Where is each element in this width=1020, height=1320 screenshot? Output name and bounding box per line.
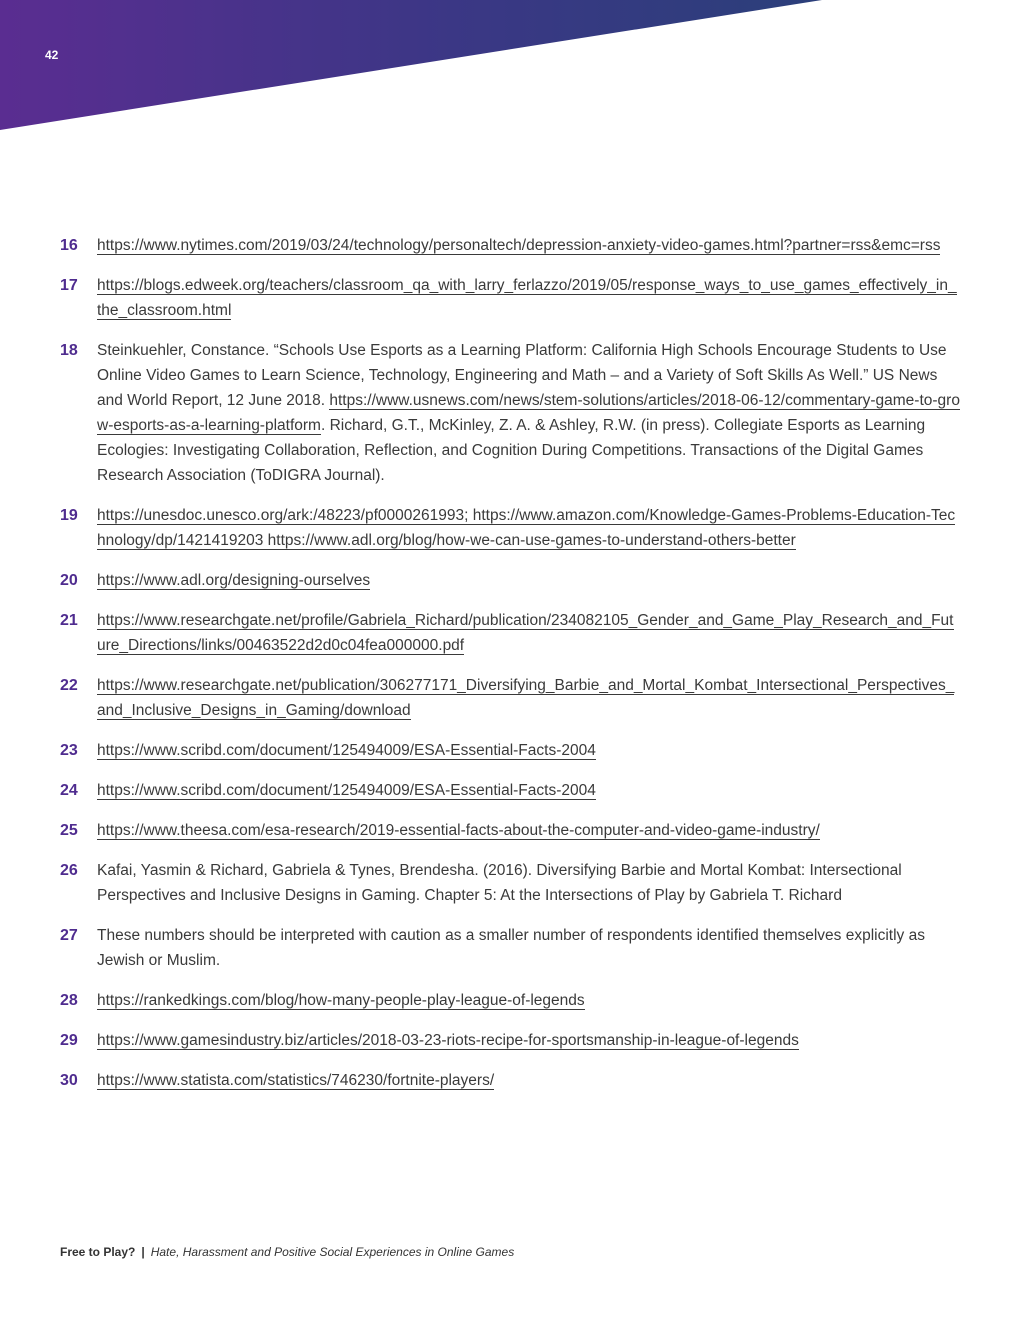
endnote-item <box>60 988 960 1013</box>
endnote-number: 18 <box>60 342 78 359</box>
endnote-number: 27 <box>60 927 78 944</box>
endnote-citation-text: These numbers should be interpreted with caution as a smaller number of respondents identified themselves explicitly as Jewish or Muslim. <box>97 927 925 969</box>
endnote-text <box>97 608 960 658</box>
endnote-text <box>97 858 960 908</box>
endnotes-list <box>60 233 960 1108</box>
footer-title: Free to Play? <box>60 1245 136 1259</box>
endnote-text <box>97 738 960 763</box>
endnote-number: 24 <box>60 782 78 799</box>
endnote-link[interactable]: https://www.scribd.com/document/125494009/ESA-Essential-Facts-2004 <box>97 742 596 759</box>
endnote-text <box>97 503 960 553</box>
endnote-link[interactable]: https://www.researchgate.net/publication/306277171_Diversifying_Barbie_and_Mortal_Kombat_Intersectional_Perspectives_and_Inclusive_Designs_in_Gaming/download <box>97 677 955 719</box>
endnote-item <box>60 1068 960 1093</box>
endnote-text <box>97 273 960 323</box>
endnote-text <box>97 673 960 723</box>
endnote-link[interactable]: https://www.researchgate.net/profile/Gabriela_Richard/publication/234082105_Gender_and_Game_Play_Research_and_Future_Directions/links/00463522d2d0c04fea000000.pdf <box>97 612 954 654</box>
endnote-item <box>60 338 960 488</box>
endnote-number: 30 <box>60 1072 78 1089</box>
endnote-number: 29 <box>60 1032 78 1049</box>
endnote-text <box>97 778 960 803</box>
endnote-item <box>60 858 960 908</box>
endnote-text <box>97 1068 960 1093</box>
endnote-link[interactable]: https://www.scribd.com/document/125494009/ESA-Essential-Facts-2004 <box>97 782 596 799</box>
endnote-number: 26 <box>60 862 78 879</box>
endnote-item <box>60 608 960 658</box>
endnote-number: 19 <box>60 507 78 524</box>
endnote-number: 23 <box>60 742 78 759</box>
endnote-item <box>60 923 960 973</box>
endnote-item <box>60 273 960 323</box>
endnote-link[interactable]: https://blogs.edweek.org/teachers/classroom_qa_with_larry_ferlazzo/2019/05/response_ways_to_use_games_effectively_in_the_classroom.html <box>97 277 957 319</box>
endnote-item <box>60 503 960 553</box>
endnote-number: 16 <box>60 237 78 254</box>
endnote-link[interactable]: https://rankedkings.com/blog/how-many-people-play-league-of-legends <box>97 992 585 1009</box>
endnote-text <box>97 923 960 973</box>
endnote-citation-text: Steinkuehler, Constance. “Schools Use Esports as a Learning Platform: California High Schools Encourage Students to Use Online Video Games to Learn Science, Technology, Engineering and Math – and a Variety of Soft Skills As Well.” US News and World Report, 12 June 2018. <box>97 342 947 409</box>
endnote-item <box>60 778 960 803</box>
page-number: 42 <box>45 48 59 62</box>
endnote-link[interactable]: https://www.nytimes.com/2019/03/24/technology/personaltech/depression-anxiety-video-games.html?partner=rss&emc=rss <box>97 237 941 254</box>
endnote-item <box>60 233 960 258</box>
endnote-link[interactable]: https://unesdoc.unesco.org/ark:/48223/pf0000261993; https://www.amazon.com/Knowledge-Games-Problems-Education-Technology/dp/1421419203 https://www.adl.org/blog/how-we-can-use-games-to-understand-others-better <box>97 507 956 549</box>
endnote-number: 22 <box>60 677 78 694</box>
endnote-item <box>60 568 960 593</box>
endnote-number: 25 <box>60 822 78 839</box>
endnote-text <box>97 233 960 258</box>
endnote-citation-text: . Richard, G.T., McKinley, Z. A. & Ashley, R.W. (in press). Collegiate Esports as Learning Ecologies: Investigating Collaboration, Reflection, and Cognition During Competitions. Transactions of the Digital Games Research Association (ToDIGRA Journal). <box>97 417 926 484</box>
footer <box>60 1245 514 1259</box>
endnote-text <box>97 338 960 488</box>
endnote-item <box>60 673 960 723</box>
endnote-text <box>97 818 960 843</box>
endnote-number: 28 <box>60 992 78 1009</box>
header-banner <box>0 0 1020 135</box>
endnote-item <box>60 738 960 763</box>
endnote-link[interactable]: https://www.usnews.com/news/stem-solutions/articles/2018-06-12/commentary-game-to-grow-esports-as-a-learning-platform <box>97 392 960 434</box>
footer-separator: | <box>141 1245 145 1259</box>
endnote-text <box>97 988 960 1013</box>
endnote-text <box>97 1028 960 1053</box>
endnote-number: 21 <box>60 612 78 629</box>
endnote-link[interactable]: https://www.adl.org/designing-ourselves <box>97 572 371 589</box>
endnote-link[interactable]: https://www.gamesindustry.biz/articles/2018-03-23-riots-recipe-for-sportsmanship-in-league-of-legends <box>97 1032 799 1049</box>
endnote-item <box>60 818 960 843</box>
endnote-link[interactable]: https://www.statista.com/statistics/746230/fortnite-players/ <box>97 1072 495 1089</box>
endnote-citation-text: Kafai, Yasmin & Richard, Gabriela & Tynes, Brendesha. (2016). Diversifying Barbie and Mortal Kombat: Intersectional Perspectives and Inclusive Designs in Gaming. Chapter 5: At the Intersections of Play by Gabriela T. Richard <box>97 862 902 904</box>
footer-subtitle: Hate, Harassment and Positive Social Experiences in Online Games <box>150 1245 515 1259</box>
endnote-item <box>60 1028 960 1053</box>
endnote-number: 17 <box>60 277 78 294</box>
endnote-number: 20 <box>60 572 78 589</box>
endnote-text <box>97 568 960 593</box>
endnote-link[interactable]: https://www.theesa.com/esa-research/2019-essential-facts-about-the-computer-and-video-game-industry/ <box>97 822 820 839</box>
